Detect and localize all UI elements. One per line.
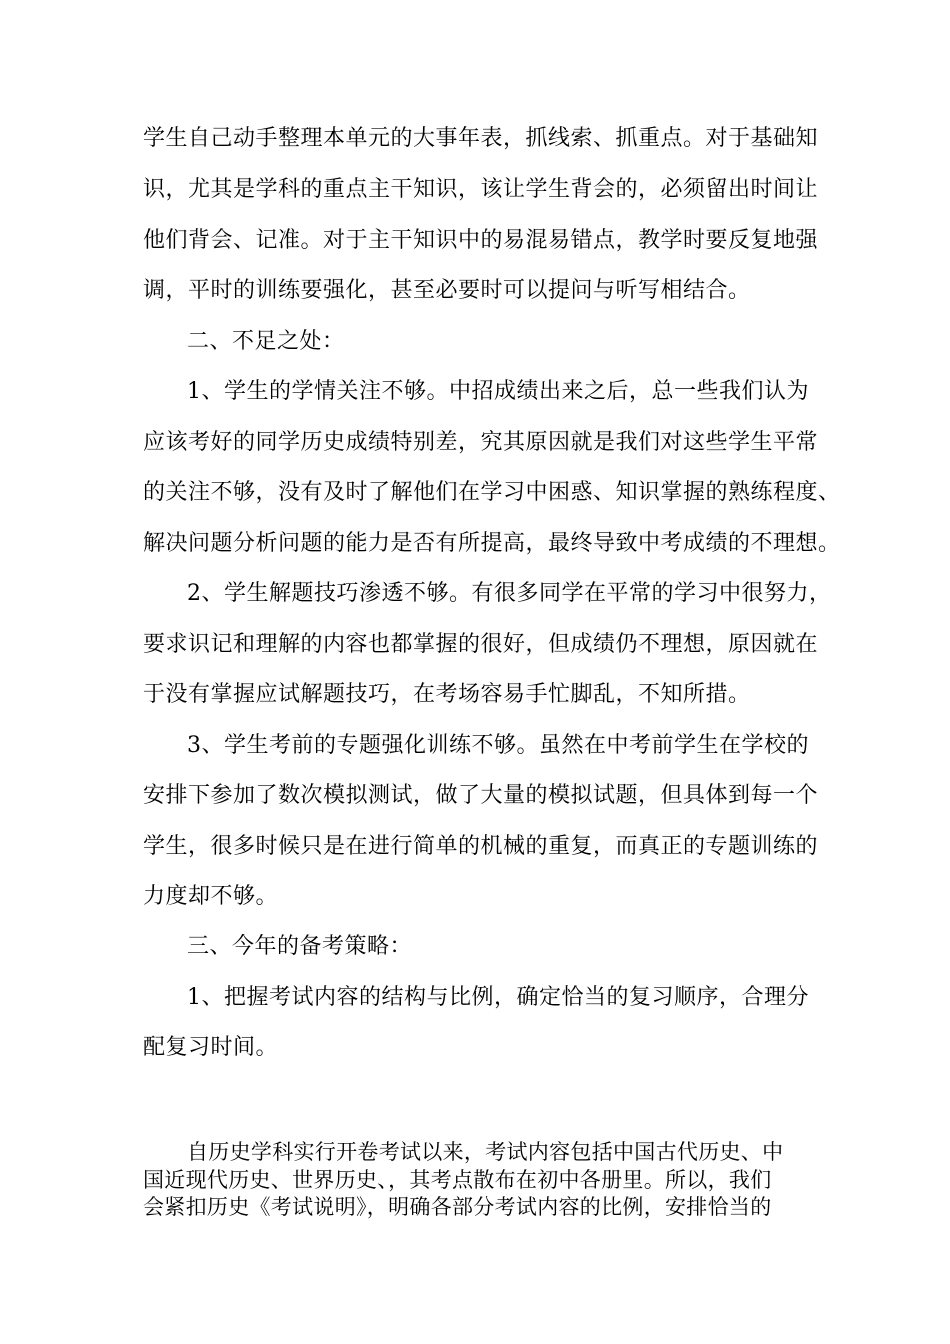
text-line: 的关注不够，没有及时了解他们在学习中困惑、知识掌握的熟练程度、 (143, 480, 841, 505)
text-line: 会紧扣历史《考试说明》，明确各部分考试内容的比例，安排恰当的 (143, 1195, 772, 1219)
text-line: 解决问题分析问题的能力是否有所提高，最终导致中考成绩的不理想。 (143, 531, 841, 556)
text-line: 学生自己动手整理本单元的大事年表，抓线索、抓重点。对于基础知 (143, 126, 819, 151)
text-line: 他们背会、记准。对于主干知识中的易混易错点，教学时要反复地强 (143, 228, 819, 253)
text-line: 识，尤其是学科的重点主干知识，该让学生背会的，必须留出时间让 (143, 177, 819, 202)
section-heading: 二、不足之处： (187, 329, 345, 354)
text-line: 调，平时的训练要强化，甚至必要时可以提问与听写相结合。 (143, 278, 751, 303)
text-line: 国近现代历史、世界历史、，其考点散布在初中各册里。所以，我们 (143, 1168, 772, 1192)
text-line: 配复习时间。 (143, 1035, 279, 1060)
text-line: 应该考好的同学历史成绩特别差，究其原因就是我们对这些学生平常 (143, 430, 819, 455)
text-line: 力度却不够。 (143, 884, 279, 909)
section-heading: 三、今年的备考策略： (187, 934, 413, 959)
text-line: 学生，很多时候只是在进行简单的机械的重复，而真正的专题训练的 (143, 834, 819, 859)
text-line: 1、把握考试内容的结构与比例，确定恰当的复习顺序，合理分 (187, 985, 809, 1010)
text-line: 自历史学科实行开卷考试以来，考试内容包括中国古代历史、中 (187, 1140, 784, 1164)
text-line: 要求识记和理解的内容也都掌握的很好，但成绩仍不理想，原因就在 (143, 632, 819, 657)
text-line: 1、学生的学情关注不够。中招成绩出来之后，总一些我们认为 (187, 379, 809, 404)
text-line: 3、学生考前的专题强化训练不够。虽然在中考前学生在学校的 (187, 733, 809, 758)
text-line: 于没有掌握应试解题技巧，在考场容易手忙脚乱，不知所措。 (143, 682, 751, 707)
text-line: 安排下参加了数次模拟测试，做了大量的模拟试题，但具体到每一个 (143, 783, 819, 808)
text-line: 2、学生解题技巧渗透不够。有很多同学在平常的学习中很努力， (187, 581, 832, 606)
